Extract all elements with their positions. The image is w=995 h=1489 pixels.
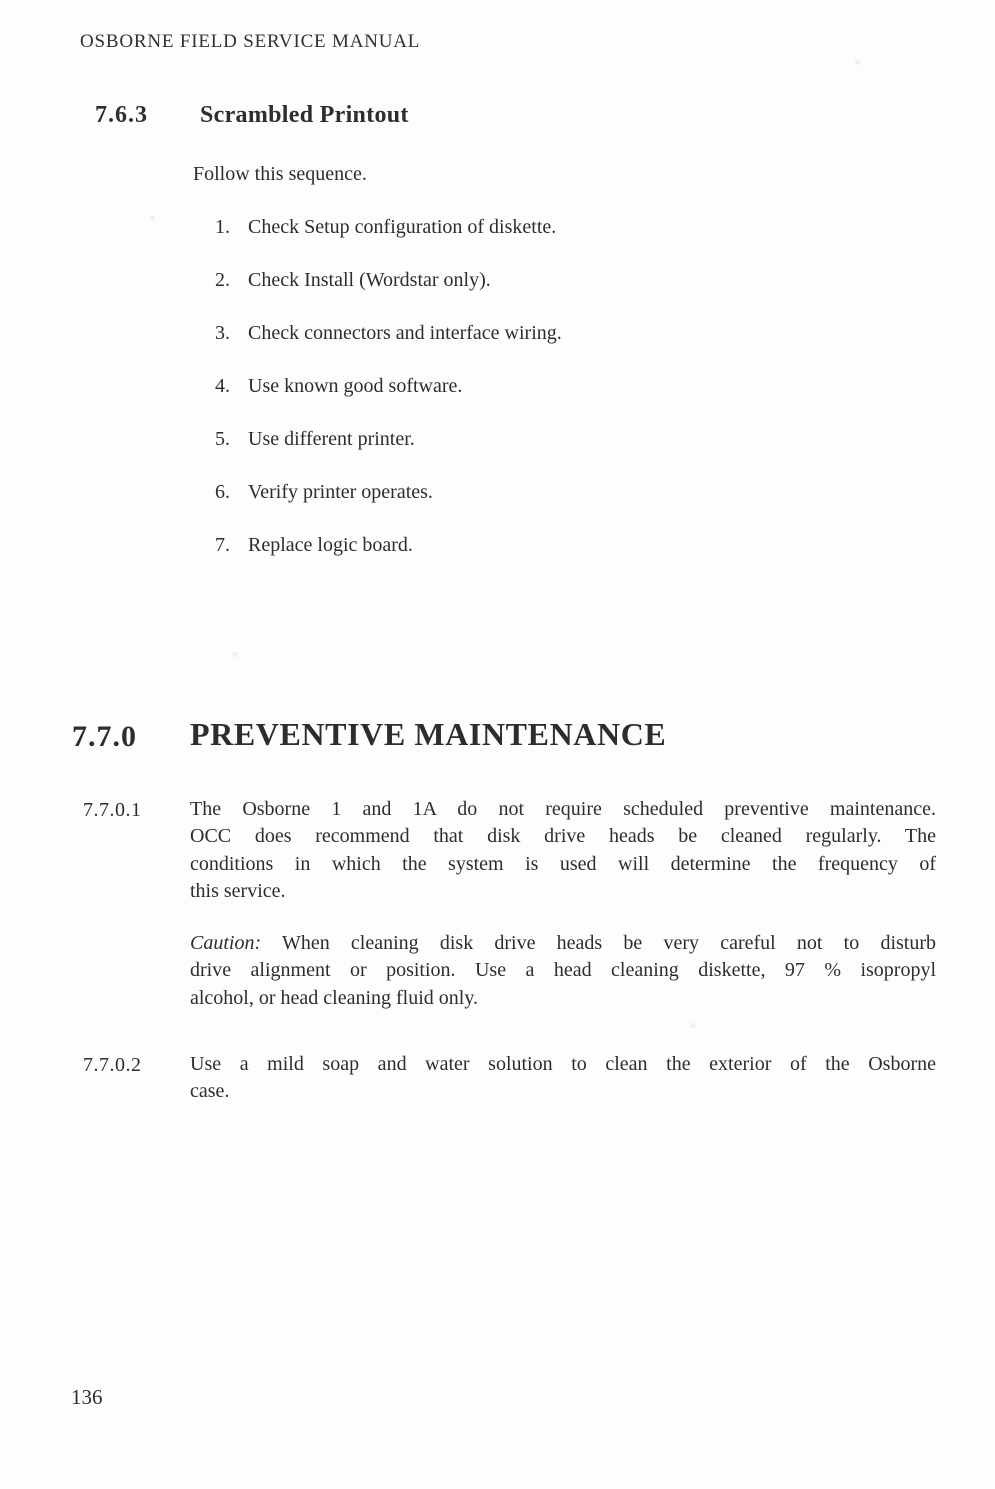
step-item <box>215 532 815 559</box>
step-item <box>215 267 815 294</box>
paragraph-line: this service. <box>190 880 286 903</box>
subsection-number-7701: 7.7.0.1 <box>83 799 142 821</box>
step-text: Use different printer. <box>248 428 415 450</box>
scan-speck <box>232 652 238 657</box>
section-title: Scrambled Printout <box>200 102 409 128</box>
scan-speck <box>855 60 860 65</box>
section-title: PREVENTIVE MAINTENANCE <box>190 716 667 752</box>
scan-speck <box>690 1023 696 1028</box>
step-item <box>215 320 815 347</box>
section-heading-770 <box>0 716 995 760</box>
subsection-number-7702: 7.7.0.2 <box>83 1054 142 1076</box>
caution-text: When cleaning disk drive heads be very careful not to disturb <box>261 932 936 954</box>
step-text: Replace logic board. <box>248 534 413 556</box>
caution-paragraph <box>190 930 936 1012</box>
step-number: 2. <box>215 269 230 291</box>
steps-list <box>215 214 815 585</box>
step-item <box>215 214 815 241</box>
scan-speck <box>150 216 155 221</box>
step-text: Use known good software. <box>248 375 463 397</box>
running-header: OSBORNE FIELD SERVICE MANUAL <box>80 31 421 52</box>
step-item <box>215 426 815 453</box>
step-text: Check connectors and interface wiring. <box>248 322 562 344</box>
paragraph-line: Use a mild soap and water solution to clean the exterior of the Osborne <box>190 1053 936 1075</box>
paragraph-line: case. <box>190 1080 230 1103</box>
step-number: 5. <box>215 428 230 450</box>
step-text: Check Install (Wordstar only). <box>248 269 491 291</box>
caution-label: Caution: <box>190 932 262 954</box>
section-heading-763 <box>0 102 995 136</box>
page-number: 136 <box>71 1385 103 1409</box>
paragraph-7701 <box>190 796 936 906</box>
step-number: 6. <box>215 481 230 503</box>
step-item <box>215 479 815 506</box>
paragraph-line <box>190 930 936 957</box>
step-number: 4. <box>215 375 230 397</box>
step-number: 7. <box>215 534 230 556</box>
paragraph-line: drive alignment or position. Use a head cleaning diskette, 97 % isopropyl <box>190 959 936 982</box>
step-number: 1. <box>215 216 230 238</box>
paragraph-line: alcohol, or head cleaning fluid only. <box>190 986 479 1009</box>
step-item <box>215 373 815 400</box>
step-text: Check Setup configuration of diskette. <box>248 216 557 238</box>
step-text: Verify printer operates. <box>248 481 433 503</box>
paragraph-line: conditions in which the system is used will determine the frequency of <box>190 852 936 875</box>
paragraph-line: The Osborne 1 and 1A do not require scheduled preventive maintenance. <box>190 798 936 820</box>
step-number: 3. <box>215 322 230 344</box>
paragraph-line: OCC does recommend that disk drive heads be cleaned regularly. The <box>190 825 936 848</box>
paragraph-7702 <box>190 1051 936 1106</box>
section-number: 7.6.3 <box>95 102 148 128</box>
intro-text: Follow this sequence. <box>193 163 367 185</box>
section-number: 7.7.0 <box>72 720 137 753</box>
